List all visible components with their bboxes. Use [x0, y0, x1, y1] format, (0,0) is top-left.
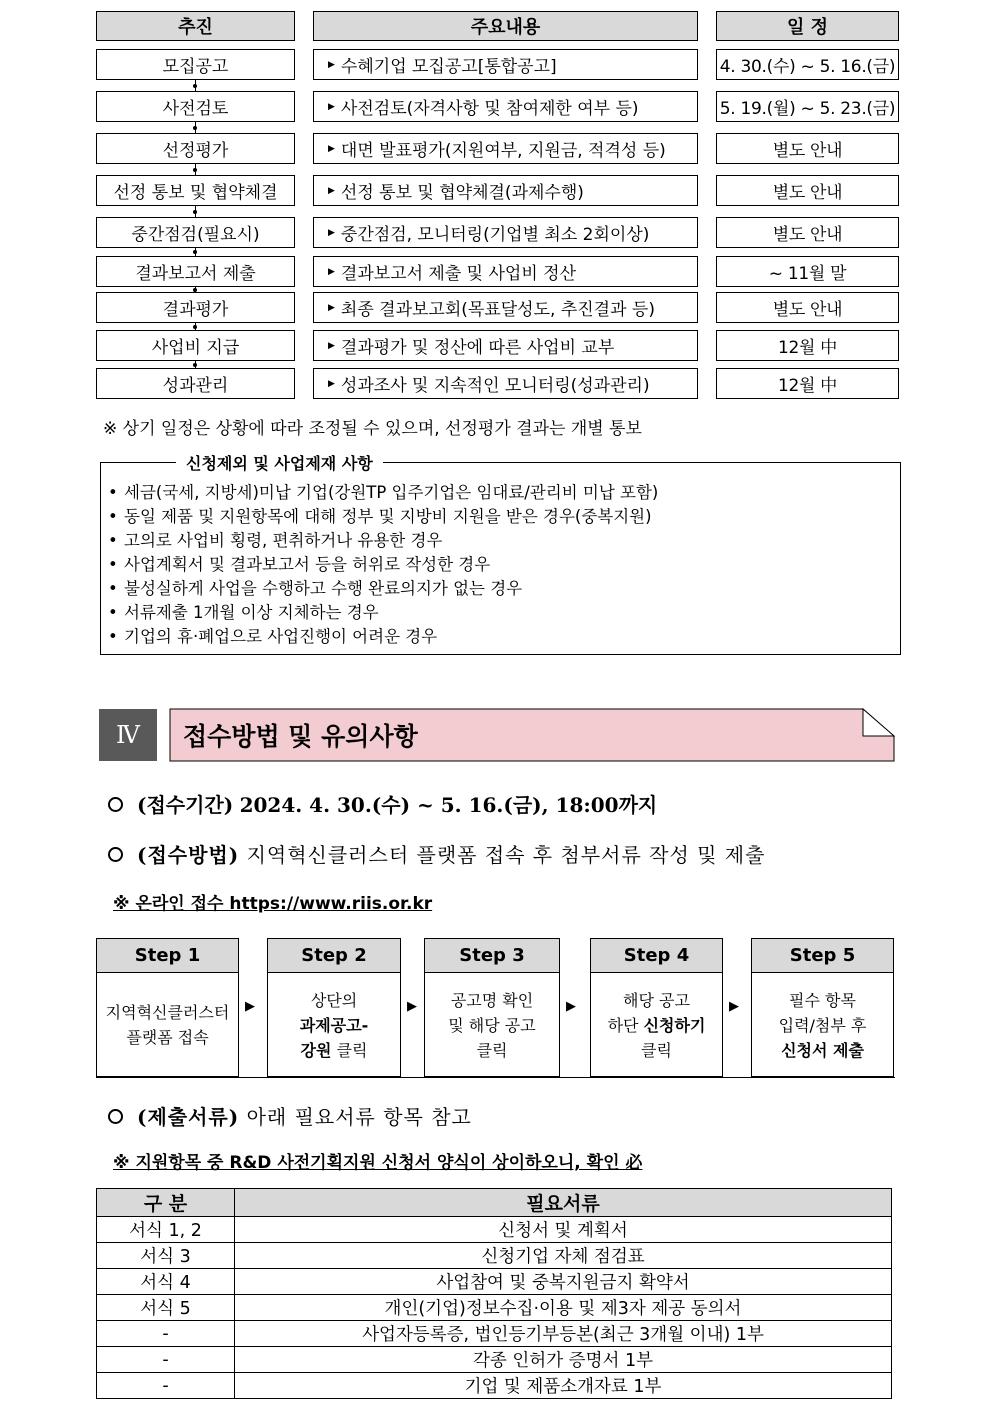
doc-required: 기업 및 제품소개자료 1부 — [235, 1373, 892, 1399]
stage-cell: 사업비 지급 — [96, 330, 295, 361]
step-line — [301, 1038, 368, 1063]
step-line-text: 필수 항목 — [789, 990, 856, 1010]
doc-required: 사업자등록증, 법인등기부등본(최근 3개월 이내) 1부 — [235, 1321, 892, 1347]
docs-header-required: 필요서류 — [235, 1189, 892, 1217]
step-description — [591, 973, 722, 1077]
doc-category: - — [97, 1321, 235, 1347]
connector-dot-icon — [193, 288, 197, 292]
doc-category: - — [97, 1373, 235, 1399]
step-3-box — [424, 938, 560, 1077]
exclusion-item-text: 동일 제품 및 지원항목에 대해 정부 및 지방비 지원을 받은 경우(중복지원) — [124, 507, 652, 526]
triangle-bullet-icon: ▶ — [328, 266, 335, 277]
triangle-bullet-icon: ▶ — [328, 227, 335, 238]
step-label: Step 5 — [752, 939, 893, 973]
step-line — [106, 1000, 230, 1025]
table-row — [97, 1373, 892, 1399]
step-line — [623, 988, 690, 1013]
connector-dot-icon — [193, 84, 197, 88]
step-description — [752, 973, 893, 1077]
connector-dot-icon — [193, 325, 197, 329]
step-line-text: 입력/첨부 후 — [778, 1015, 867, 1035]
doc-required: 신청서 및 계획서 — [235, 1217, 892, 1243]
step-line-text: 지역혁신클러스터 — [105, 1003, 230, 1022]
online-note[interactable]: ※ 온라인 접수 https://www.riis.or.kr — [113, 894, 433, 914]
step-2-box — [267, 938, 401, 1077]
content-text: 결과평가 및 정산에 따른 사업비 교부 — [340, 338, 615, 358]
connector-dot-icon — [193, 250, 197, 254]
section-title: 접수방법 및 유의사항 — [183, 722, 418, 751]
content-text: 선정 통보 및 협약체결(과제수행) — [340, 183, 584, 203]
stage-cell: 모집공고 — [96, 49, 295, 80]
content-cell — [313, 91, 698, 122]
content-text: 결과보고서 제출 및 사업비 정산 — [340, 264, 577, 284]
step-line-text: 및 해당 공고 — [448, 1015, 536, 1035]
method-line — [108, 839, 765, 868]
stage-cell: 결과보고서 제출 — [96, 256, 295, 287]
doc-category: 서식 5 — [97, 1295, 235, 1321]
arrow-right-icon: ▶ — [729, 999, 739, 1014]
bullet-dot-icon: • — [108, 507, 118, 526]
content-text: 중간점검, 모니터링(기업별 최소 2회이상) — [340, 225, 650, 245]
step-line-suffix: 클릭 — [331, 1040, 368, 1060]
step-description — [425, 973, 559, 1077]
content-cell — [313, 256, 698, 287]
doc-category: 서식 1, 2 — [97, 1217, 235, 1243]
date-cell: 별도 안내 — [716, 175, 899, 206]
step-4-box — [590, 938, 723, 1077]
doc-required: 개인(기업)정보수집·이용 및 제3자 제공 동의서 — [235, 1295, 892, 1321]
content-text: 대면 발표평가(지원여부, 지원금, 적격성 등) — [340, 141, 666, 161]
step-label: Step 2 — [268, 939, 400, 973]
stage-cell: 사전검토 — [96, 91, 295, 122]
exclusion-item-text: 사업계획서 및 결과보고서 등을 허위로 작성한 경우 — [124, 555, 491, 574]
steps-underline — [96, 1077, 895, 1078]
period-text: 2024. 4. 30.(수) ~ 5. 16.(금), 18:00까지 — [239, 793, 658, 817]
content-text: 최종 결과보고회(목표달성도, 추진결과 등) — [340, 300, 655, 320]
date-cell: 별도 안내 — [716, 217, 899, 248]
date-cell: 12월 中 — [716, 368, 899, 399]
arrow-right-icon: ▶ — [407, 999, 417, 1014]
step-line-bold: 신청하기 — [643, 1015, 706, 1035]
triangle-bullet-icon: ▶ — [328, 101, 335, 112]
step-line — [451, 988, 533, 1013]
triangle-bullet-icon: ▶ — [328, 185, 335, 196]
exclusion-list — [108, 481, 658, 649]
schedule-note: ※ 상기 일정은 상황에 따라 조정될 수 있으며, 선정평가 결과는 개별 통보 — [103, 419, 642, 439]
documents-text: 아래 필요서류 항목 참고 — [246, 1105, 472, 1129]
doc-required: 신청기업 자체 점검표 — [235, 1243, 892, 1269]
step-line-text: 신청서 제출 — [781, 1040, 864, 1060]
step-line — [641, 1038, 672, 1063]
arrow-right-icon: ▶ — [566, 999, 576, 1014]
step-line — [779, 1013, 867, 1038]
content-text: 성과조사 및 지속적인 모니터링(성과관리) — [340, 376, 650, 396]
content-cell — [313, 133, 698, 164]
connector-dot-icon — [193, 210, 197, 214]
date-cell: ~ 11월 말 — [716, 256, 899, 287]
content-cell — [313, 217, 698, 248]
exclusion-item — [108, 553, 658, 577]
step-description — [97, 973, 238, 1077]
exclusion-item — [108, 529, 658, 553]
period-line — [108, 789, 657, 818]
doc-category: - — [97, 1347, 235, 1373]
step-line-text: 상단의 — [310, 990, 358, 1010]
date-cell: 5. 19.(월) ~ 5. 23.(금) — [716, 91, 899, 122]
triangle-bullet-icon: ▶ — [328, 340, 335, 351]
content-text: 수혜기업 모집공고[통합공고] — [340, 57, 557, 77]
doc-category: 서식 4 — [97, 1269, 235, 1295]
exclusion-item-text: 서류제출 1개월 이상 지체하는 경우 — [124, 603, 379, 622]
step-label: Step 3 — [425, 939, 559, 973]
step-5-box — [751, 938, 894, 1077]
period-label: (접수기간) — [137, 793, 234, 817]
step-line — [448, 1013, 535, 1038]
table-row — [97, 1243, 892, 1269]
stage-cell: 중간점검(필요시) — [96, 217, 295, 248]
table-row — [97, 1321, 892, 1347]
table-row — [97, 1217, 892, 1243]
step-line-text: 해당 공고 — [623, 990, 690, 1010]
exclusion-item-text: 세금(국세, 지방세)미납 기업(강원TP 입주기업은 임대료/관리비 미납 포함) — [124, 483, 659, 502]
doc-required: 각종 인허가 증명서 1부 — [235, 1347, 892, 1373]
method-text: 지역혁신클러스터 플랫폼 접속 후 첨부서류 작성 및 제출 — [246, 843, 766, 867]
step-line-text: 과제공고- — [299, 1015, 369, 1035]
step-label: Step 4 — [591, 939, 722, 973]
stage-cell: 성과관리 — [96, 368, 295, 399]
table-row — [97, 1269, 892, 1295]
connector-dot-icon — [193, 168, 197, 172]
documents-line — [108, 1101, 472, 1130]
step-line — [789, 988, 856, 1013]
exclusion-item — [108, 625, 658, 649]
date-cell: 별도 안내 — [716, 133, 899, 164]
bullet-dot-icon: • — [108, 603, 118, 622]
bullet-dot-icon: • — [108, 579, 118, 598]
step-description — [268, 973, 400, 1077]
step-line-text: 클릭 — [641, 1040, 672, 1060]
doc-category: 서식 3 — [97, 1243, 235, 1269]
exclusion-item — [108, 481, 658, 505]
circle-bullet-icon — [108, 847, 123, 862]
connector-dot-icon — [193, 126, 197, 130]
docs-header-category: 구 분 — [97, 1189, 235, 1217]
circle-bullet-icon — [108, 797, 123, 812]
date-cell: 12월 中 — [716, 330, 899, 361]
triangle-bullet-icon: ▶ — [328, 143, 335, 154]
method-label: (접수방법) — [137, 843, 240, 867]
documents-table — [96, 1188, 892, 1399]
table-row — [97, 1295, 892, 1321]
exclusion-item-text: 기업의 휴·폐업으로 사업진행이 어려운 경우 — [124, 627, 438, 646]
step-line-text: 하단 — [607, 1015, 644, 1035]
step-1-box — [96, 938, 239, 1077]
content-cell — [313, 49, 698, 80]
content-cell — [313, 368, 698, 399]
step-line-text: 클릭 — [476, 1040, 508, 1060]
stage-cell: 선정 통보 및 협약체결 — [96, 175, 295, 206]
doc-required: 사업참여 및 중복지원금지 확약서 — [235, 1269, 892, 1295]
stage-cell: 선정평가 — [96, 133, 295, 164]
documents-label: (제출서류) — [137, 1105, 240, 1129]
bullet-dot-icon: • — [108, 483, 118, 502]
connector-dot-icon — [193, 363, 197, 367]
step-line — [126, 1025, 208, 1050]
step-line-text: 플랫폼 접속 — [126, 1028, 209, 1047]
header-stage: 추진 — [96, 11, 295, 41]
triangle-bullet-icon: ▶ — [328, 302, 335, 313]
step-label: Step 1 — [97, 939, 238, 973]
exclusion-item-text: 고의로 사업비 횡령, 편취하거나 유용한 경우 — [124, 531, 443, 550]
date-cell: 4. 30.(수) ~ 5. 16.(금) — [716, 49, 899, 80]
content-cell — [313, 330, 698, 361]
header-content: 주요내용 — [313, 11, 698, 41]
step-line — [300, 1013, 368, 1038]
step-line — [311, 988, 357, 1013]
exclusion-item — [108, 577, 658, 601]
step-line-text: 공고명 확인 — [450, 990, 534, 1010]
header-schedule: 일 정 — [716, 11, 899, 41]
date-cell: 별도 안내 — [716, 292, 899, 323]
content-text: 사전검토(자격사항 및 참여제한 여부 등) — [340, 99, 639, 119]
arrow-right-icon: ▶ — [245, 999, 255, 1014]
content-cell — [313, 292, 698, 323]
exclusion-item — [108, 505, 658, 529]
step-line-text: 강원 — [300, 1040, 332, 1060]
exclusion-title: 신청제외 및 사업제재 사항 — [176, 451, 383, 474]
triangle-bullet-icon: ▶ — [328, 59, 335, 70]
content-cell — [313, 175, 698, 206]
bullet-dot-icon: • — [108, 627, 118, 646]
table-row — [97, 1347, 892, 1373]
exclusion-item — [108, 601, 658, 625]
step-line — [781, 1038, 864, 1063]
step-line — [477, 1038, 508, 1063]
step-line — [608, 1013, 706, 1038]
exclusion-item-text: 불성실하게 사업을 수행하고 수행 완료의지가 없는 경우 — [124, 579, 523, 598]
stage-cell: 결과평가 — [96, 292, 295, 323]
triangle-bullet-icon: ▶ — [328, 378, 335, 389]
documents-warning: ※ 지원항목 중 R&D 사전기획지원 신청서 양식이 상이하오니, 확인 必 — [113, 1153, 643, 1173]
bullet-dot-icon: • — [108, 555, 118, 574]
section-number: Ⅳ — [99, 709, 157, 761]
circle-bullet-icon — [108, 1109, 123, 1124]
bullet-dot-icon: • — [108, 531, 118, 550]
